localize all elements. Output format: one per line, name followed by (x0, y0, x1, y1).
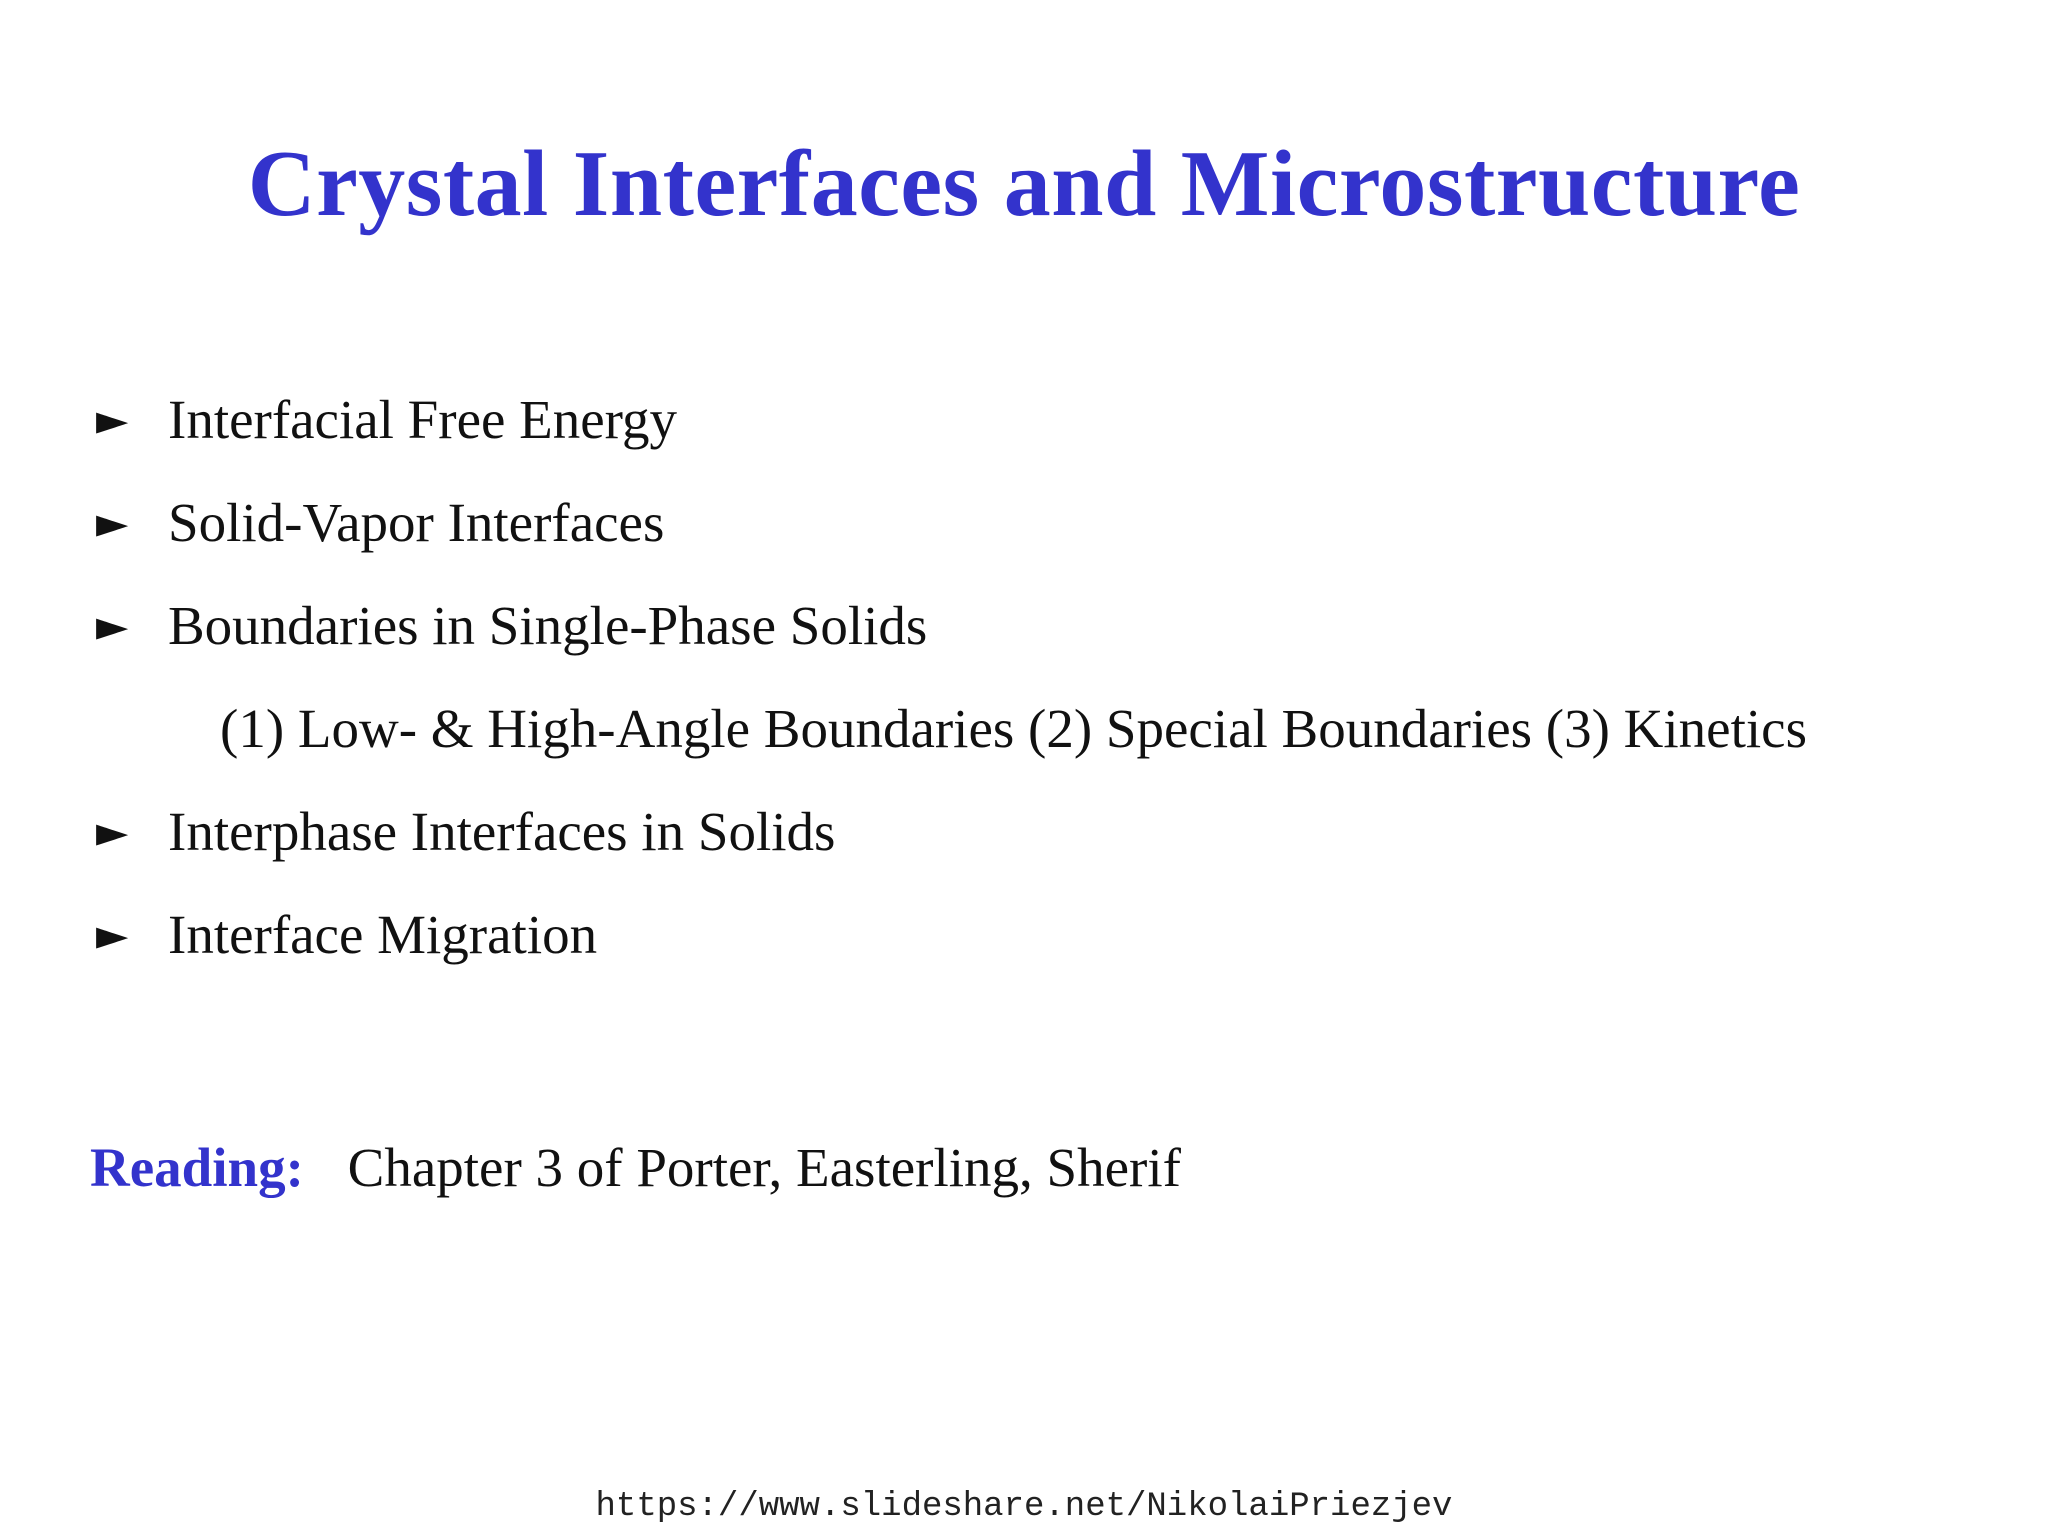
slide-title: Crystal Interfaces and Microstructure (247, 131, 1801, 236)
reading-text: Chapter 3 of Porter, Easterling, Sherif (347, 1137, 1181, 1198)
triangle-bullet-icon: ► (96, 909, 129, 959)
bullet-text: Interface Migration (168, 904, 598, 965)
triangle-bullet-icon: ► (96, 806, 129, 856)
bullet-text: Interphase Interfaces in Solids (168, 801, 836, 862)
bullet-item (96, 780, 1956, 883)
reading-line (90, 1136, 1181, 1199)
sub-item-text: (1) Low- & High-Angle Boundaries (2) Special Boundaries (3) Kinetics (220, 698, 1807, 759)
bullet-text: Boundaries in Single-Phase Solids (168, 595, 928, 656)
sub-item (96, 677, 1956, 780)
bullet-item (96, 574, 1956, 677)
bullet-text: Solid-Vapor Interfaces (168, 492, 665, 553)
triangle-bullet-icon: ► (96, 600, 129, 650)
triangle-bullet-icon: ► (96, 497, 129, 547)
bullet-item (96, 471, 1956, 574)
reading-label: Reading: (90, 1137, 304, 1198)
bullet-item (96, 883, 1956, 986)
bullet-list (96, 368, 1956, 986)
bullet-text: Interfacial Free Energy (168, 389, 677, 450)
footer-url: https://www.slideshare.net/NikolaiPriezjev (595, 1488, 1453, 1526)
triangle-bullet-icon: ► (96, 394, 129, 444)
bullet-item (96, 368, 1956, 471)
